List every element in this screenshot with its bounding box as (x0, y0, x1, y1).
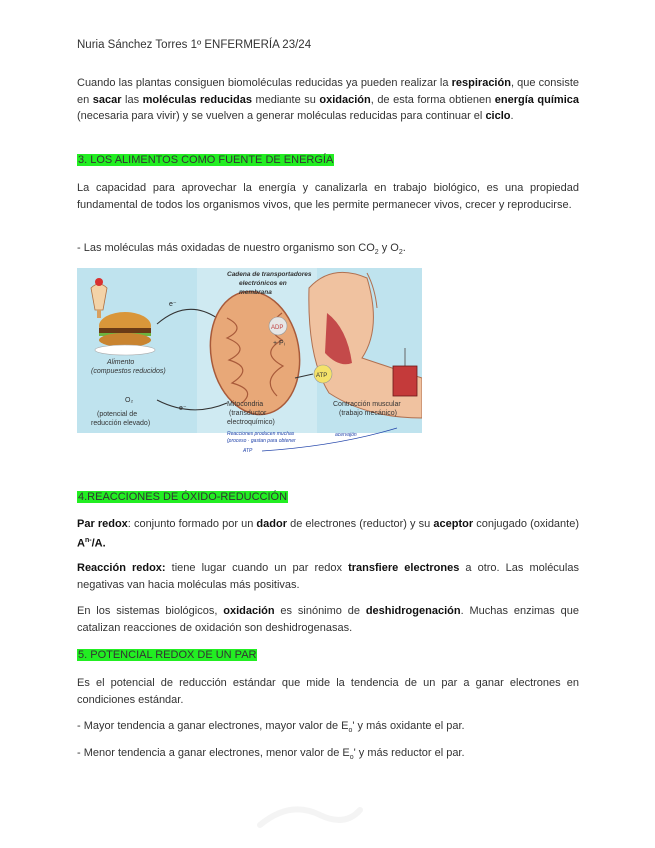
term-bold: oxidación (223, 605, 275, 617)
note-sub: o (348, 727, 353, 735)
note-text: - Las moléculas más oxidadas de nuestro organismo son CO (77, 242, 375, 254)
term-bold: dador (256, 518, 287, 530)
redox-reaction-paragraph (77, 560, 579, 593)
mitochondria-label-1: Mitocondria (227, 401, 264, 408)
redox-pair-paragraph (77, 516, 579, 552)
section-3-heading-text: 3. LOS ALIMENTOS COMO FUENTE DE ENERGÍA (78, 154, 334, 166)
biological-systems-paragraph (77, 603, 579, 636)
note-text: - Mayor tendencia a ganar electrones, mayor valor de E (77, 720, 349, 732)
adp-label: ADP (271, 325, 284, 331)
note-sub: 2 (398, 249, 403, 257)
o2-sublabel-2: reducción elevado) (91, 420, 151, 427)
def-text: En los sistemas biológicos, (77, 605, 224, 617)
electron-label-2: e⁻ (179, 405, 187, 412)
section-4-heading (77, 490, 288, 504)
def-text: a otro. Las moléculas negativas van hacia moléculas más positivas. (77, 562, 579, 591)
intro-bold: sacar (92, 93, 122, 106)
term-bold: A (77, 537, 85, 550)
term-bold: Reacción redox: (77, 562, 166, 574)
intro-text: (necesaria para vivir) y se vuelven a generar moléculas reducidas para continuar el (77, 110, 486, 122)
def-text: tiene lugar cuando un par redox (165, 562, 349, 574)
intro-bold: ciclo (485, 110, 511, 122)
handwritten-note-3: ATP (243, 448, 253, 454)
chain-label-3: membrana (239, 289, 272, 296)
intro-bold: energía química (494, 93, 579, 106)
term-bold: Par redox (77, 518, 128, 530)
o2-label: O₂ (125, 397, 134, 404)
muscle-label-2: (trabajo mecánico) (339, 410, 397, 417)
pi-label: + Pᵢ (273, 340, 285, 347)
intro-bold: respiración (451, 77, 511, 89)
note-sub: 2 (374, 249, 379, 257)
note-text: y O (378, 242, 399, 254)
hamburger-icon (95, 312, 155, 355)
intro-text: . (510, 110, 514, 122)
intro-bold: moléculas reducidas (142, 93, 252, 106)
greater-tendency-note (77, 718, 579, 740)
def-text: conjugado (oxidante) (473, 518, 580, 530)
page-header: Nuria Sánchez Torres 1º ENFERMERÍA 23/24 (77, 39, 312, 51)
note-text: ' y más oxidante el par. (352, 720, 465, 732)
food-sublabel: (compuestos reducidos) (91, 368, 166, 375)
lower-tendency-note (77, 745, 579, 767)
term-bold: aceptor (433, 518, 474, 530)
def-text: : conjunto formado por un (127, 518, 257, 530)
term-bold: /A. (91, 537, 106, 550)
term-bold: deshidrogenación (365, 605, 461, 617)
food-label: Alimento (107, 359, 135, 366)
term-bold: transfiere electrones (348, 562, 460, 574)
section-3-paragraph: La capacidad para aprovechar la energía y canalizarla en trabajo biológico, es una propiedad fundamental de todos los organismos vivos, que les permite permanecer vivos, crecer y reproducirse. (77, 182, 579, 211)
muscle-label-1: Contracción muscular (333, 401, 401, 408)
intro-text: Cuando las plantas consiguen biomoléculas reducidas ya pueden realizar la (77, 77, 452, 89)
note-text: - Menor tendencia a ganar electrones, menor valor de E (77, 747, 350, 759)
intro-paragraph (77, 75, 579, 125)
term-sup: n- (84, 536, 92, 544)
def-text: de electrones (reductor) y su (286, 518, 434, 530)
note-text: ' y más reductor el par. (353, 747, 465, 759)
note-sub: o (349, 754, 354, 762)
section-3-oxidized-note (77, 240, 579, 262)
intro-text: las (121, 93, 143, 106)
section-5-heading-text: 5. POTENCIAL REDOX DE UN PAR (78, 649, 257, 661)
chain-label-2: electrónicos en (239, 280, 287, 287)
section-3-heading (77, 153, 334, 167)
o2-sublabel-1: (potencial de (97, 411, 138, 418)
electron-label-1: e⁻ (169, 301, 177, 308)
def-text: . Muchas enzimas que catalizan reacciones de oxidación son deshidrogenasas. (77, 605, 579, 634)
handwritten-note-4: acervajón (335, 432, 357, 438)
section-5-heading (77, 648, 257, 662)
note-text: . (402, 242, 406, 254)
section-5-paragraph: Es el potencial de reducción estándar que mide la tendencia de un par a ganar electrones en condiciones estándar. (77, 677, 579, 706)
section-4-heading-text: 4.REACCIONES DE ÓXIDO-REDUCCIÓN (78, 491, 288, 503)
watermark-logo (250, 795, 370, 835)
def-text: es sinónimo de (274, 605, 366, 617)
intro-bold: oxidación (319, 93, 371, 106)
chain-label-1: Cadena de transportadores (227, 271, 312, 278)
handwritten-note-2: (proceso · gastan para obtener (227, 438, 296, 444)
intro-text: , de esta forma obtienen (370, 93, 495, 106)
handwritten-note-1: Reacciones producen muchas (227, 431, 295, 437)
atp-label: ATP (316, 373, 328, 379)
intro-text: mediante su (251, 93, 320, 106)
energy-figure (77, 268, 422, 456)
mitochondria-label-2: (transductor (229, 410, 267, 417)
intro-text: , que consiste en (77, 77, 580, 106)
mitochondria-label-3: electroquímico) (227, 419, 275, 426)
